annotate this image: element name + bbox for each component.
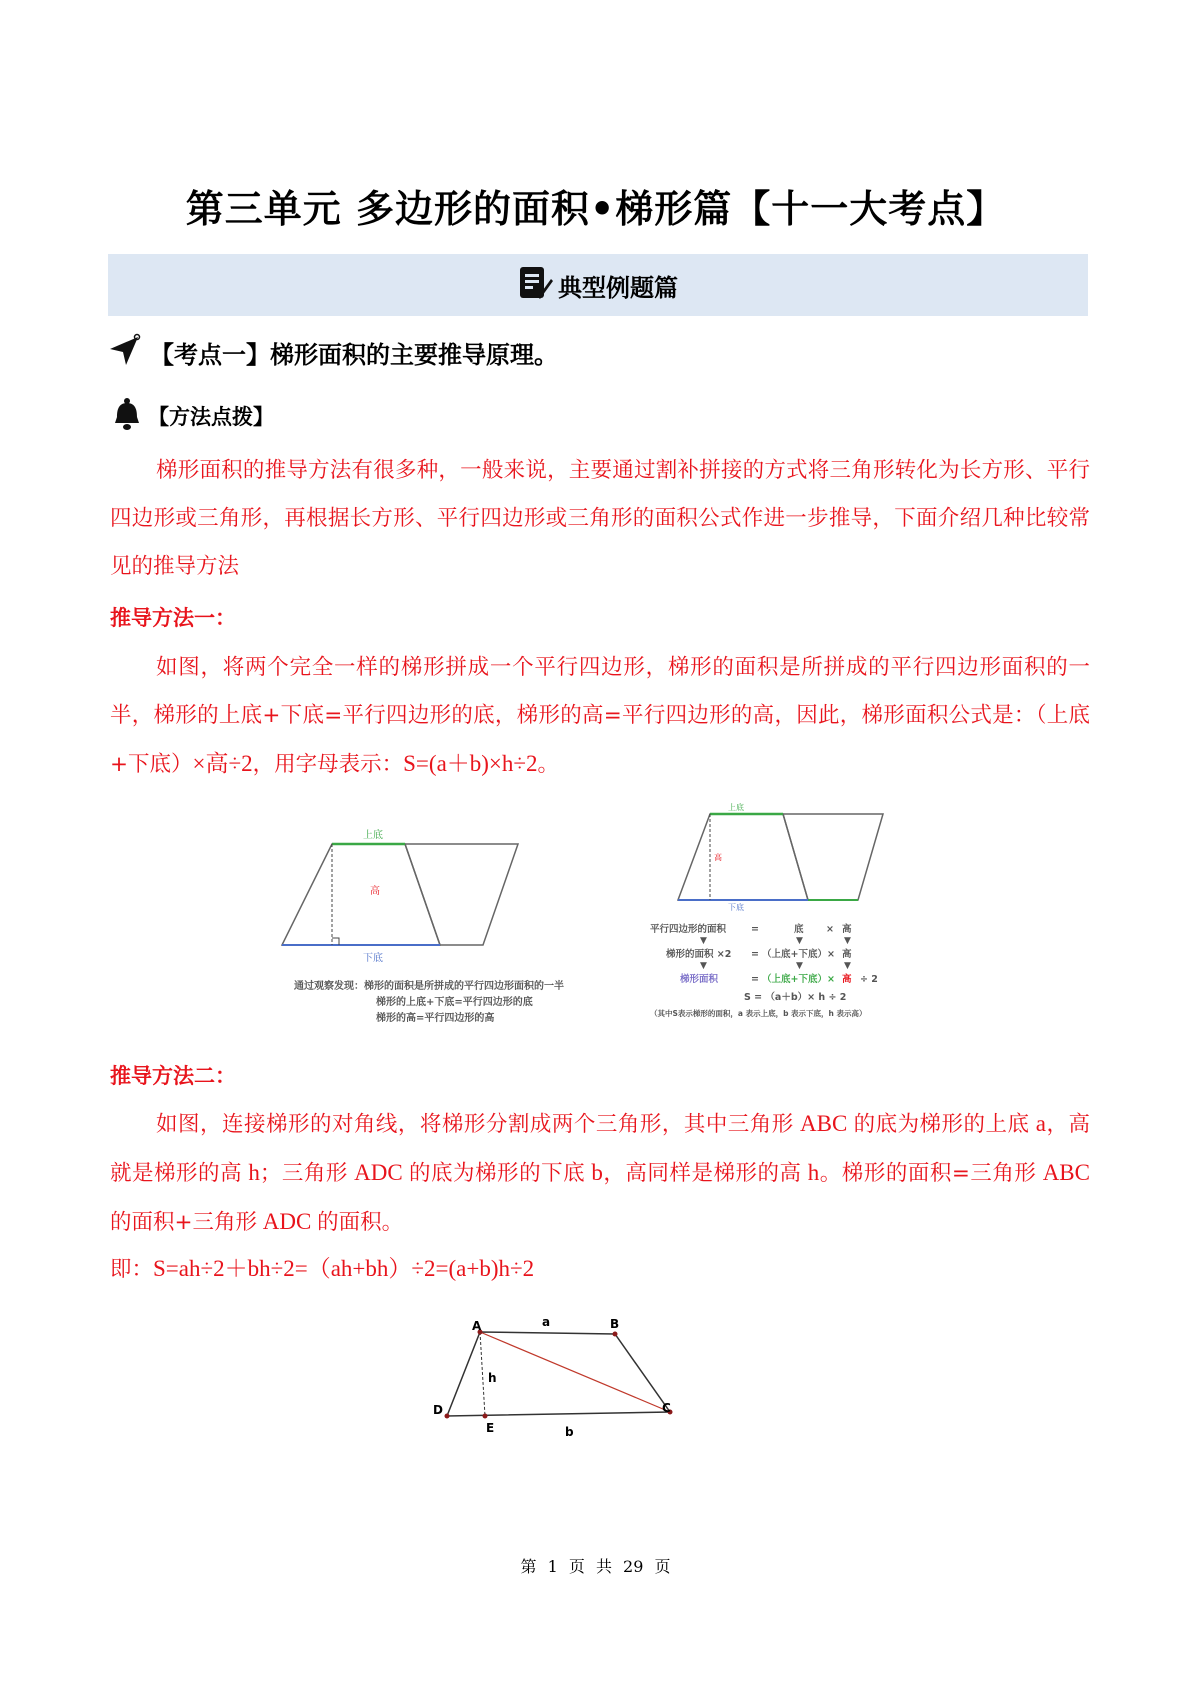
fig2-legend: （其中S表示梯形的面积，a 表示上底，b 表示下底，h 表示高） bbox=[650, 1009, 867, 1018]
notebook-pen-icon bbox=[518, 265, 554, 305]
page-footer: 第 1 页 共 29 页 bbox=[520, 1557, 671, 1576]
fig2-height-label: 高 bbox=[714, 853, 722, 862]
svg-text:▼: ▼ bbox=[796, 961, 803, 971]
figure-area-derivation bbox=[648, 800, 918, 1030]
method-tips-text: 【方法点拨】 bbox=[148, 405, 274, 429]
fig2-formula: S = （a＋b）× h ÷ 2 bbox=[744, 992, 847, 1003]
method2-paragraph: 如图，连接梯形的对角线，将梯形分割成两个三角形，其中三角形 ABC 的底为梯形的上底 a，高就是梯形的高 h；三角形 ADC 的底为梯形的下底 b，高同样是梯形的高 h。梯形的面积=三角形 ABC 的面积+三角形 ADC 的面积。 bbox=[110, 1111, 1090, 1235]
svg-text:高: 高 bbox=[842, 924, 852, 935]
fig1-height-label: 高 bbox=[370, 886, 380, 897]
label-C: C bbox=[662, 1401, 671, 1415]
kaodian-heading bbox=[108, 333, 558, 371]
svg-text:▼: ▼ bbox=[700, 936, 707, 946]
svg-text:高: 高 bbox=[842, 974, 852, 985]
figure-trapezoid-diagonal bbox=[430, 1310, 690, 1440]
svg-text:（上底+下底）×: （上底+下底）× bbox=[762, 949, 835, 960]
label-h: h bbox=[488, 1371, 497, 1385]
kaodian-text: 【考点一】梯形面积的主要推导原理。 bbox=[150, 340, 558, 369]
label-D: D bbox=[433, 1403, 443, 1417]
svg-text:=: = bbox=[751, 949, 759, 960]
svg-text:×: × bbox=[826, 924, 834, 935]
fig1-top-label: 上底 bbox=[363, 830, 383, 841]
svg-text:▼: ▼ bbox=[700, 961, 707, 971]
svg-text:高: 高 bbox=[842, 949, 852, 960]
intro-paragraph: 梯形面积的推导方法有很多种，一般来说，主要通过割补拼接的方式将三角形转化为长方形、平行四边形或三角形，再根据长方形、平行四边形或三角形的面积公式作进一步推导，下面介绍几种比较常见的推导方法 bbox=[110, 458, 1090, 579]
fig1-note-2: 梯形的上底+下底=平行四边形的底 bbox=[376, 997, 533, 1008]
section-banner bbox=[108, 254, 1088, 316]
svg-text:▼: ▼ bbox=[796, 936, 803, 946]
fig1-note-3: 梯形的高=平行四边形的高 bbox=[376, 1013, 495, 1024]
formula-line: 即：S=ah÷2＋bh÷2=（ah+bh）÷2=(a+b)h÷2 bbox=[110, 1256, 535, 1282]
method-tips-heading bbox=[112, 397, 274, 435]
fig2-row1-left: 平行四边形的面积 bbox=[650, 924, 727, 935]
label-E: E bbox=[486, 1421, 495, 1435]
method2-label: 推导方法二： bbox=[110, 1064, 236, 1088]
method1-label: 推导方法一： bbox=[110, 606, 236, 630]
fig1-note-1: 通过观察发现：梯形的面积是所拼成的平行四边形面积的一半 bbox=[294, 981, 564, 992]
svg-text:÷ 2: ÷ 2 bbox=[860, 974, 878, 985]
fig2-top-label: 上底 bbox=[728, 803, 744, 812]
fig1-bottom-label: 下底 bbox=[363, 953, 383, 964]
method1-paragraph: 如图，将两个完全一样的梯形拼成一个平行四边形，梯形的面积是所拼成的平行四边形面积的一半，梯形的上底+下底=平行四边形的底，梯形的高=平行四边形的高，因此，梯形面积公式是：（上底+下底）×高÷2，用字母表示：S=(a＋b)×h÷2。 bbox=[110, 655, 1090, 777]
navigation-arrow-icon bbox=[108, 333, 142, 371]
banner-title: 典型例题篇 bbox=[558, 273, 678, 302]
label-a: a bbox=[542, 1315, 551, 1329]
svg-text:（上底+下底）×: （上底+下底）× bbox=[762, 974, 835, 985]
bell-icon bbox=[112, 397, 142, 435]
label-B: B bbox=[610, 1317, 620, 1331]
svg-text:底: 底 bbox=[794, 924, 804, 935]
fig2-row2-left: 梯形的面积 ×2 bbox=[666, 949, 732, 960]
fig2-row3-left: 梯形面积 bbox=[680, 974, 719, 985]
svg-text:▼: ▼ bbox=[844, 961, 851, 971]
fig2-bottom-label: 下底 bbox=[728, 903, 744, 912]
svg-text:▼: ▼ bbox=[844, 936, 851, 946]
svg-text:=: = bbox=[751, 974, 759, 985]
page-title: 第三单元 多边形的面积•梯形篇【十一大考点】 bbox=[185, 187, 1006, 231]
figure-parallelogram-from-trapezoids bbox=[280, 820, 640, 1030]
label-b: b bbox=[565, 1425, 574, 1439]
label-A: A bbox=[472, 1319, 482, 1333]
svg-text:=: = bbox=[751, 924, 759, 935]
